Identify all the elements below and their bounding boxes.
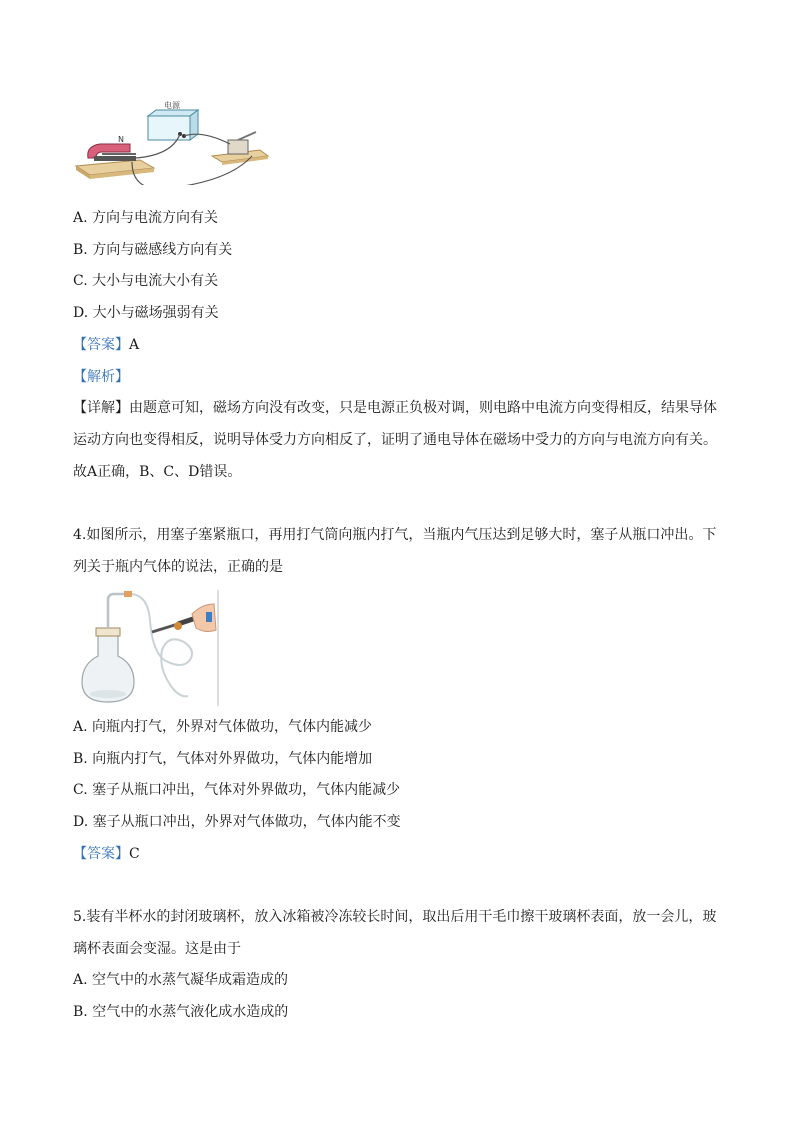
q3-answer (73, 335, 139, 355)
q4-option-a: A. 向瓶内打气，外界对气体做功，气体内能减少 (73, 719, 373, 735)
q3-analysis-tag (73, 367, 129, 387)
q5-option-b: B. 空气中的水蒸气液化成水造成的 (73, 1004, 289, 1020)
answer-tag: 【答案】 (73, 846, 129, 862)
q3-option-d: D. 大小与磁场强弱有关 (73, 305, 219, 321)
detail-tag: 【详解】 (73, 400, 129, 416)
q4-answer (73, 844, 140, 864)
q3-option-c: C. 大小与电流大小有关 (73, 273, 219, 289)
pole-label: N (118, 135, 124, 144)
q5-stem-line-1: 5.装有半杯水的封闭玻璃杯，放入冰箱被冷冻较长时间，取出后用干毛巾擦干玻璃杯表面，放一会儿，玻 (73, 909, 717, 925)
q3-detail-line-2: 运动方向也变得相反，说明导体受力方向相反了，证明了通电导体在磁场中受力的方向与电流方向有关。 (73, 432, 717, 448)
detail-text-1: 由题意可知，磁场方向没有改变，只是电源正负极对调，则电路中电流方向变得相反，结果导体 (129, 400, 717, 416)
power-label: 电源 (164, 101, 180, 110)
q3-option-b: B. 方向与磁感线方向有关 (73, 242, 233, 258)
q3-option-a: A. 方向与电流方向有关 (73, 210, 219, 226)
q5-option-a: A. 空气中的水蒸气凝华成霜造成的 (73, 972, 289, 988)
q4-option-c: C. 塞子从瓶口冲出，气体对外界做功，气体内能减少 (73, 782, 401, 798)
q4-option-b: B. 向瓶内打气，气体对外界做功，气体内能增加 (73, 751, 373, 767)
q4-stem-line-2: 列关于瓶内气体的说法，正确的是 (73, 559, 283, 575)
q5-stem-line-2: 璃杯表面会变湿。这是由于 (73, 941, 241, 957)
answer-value: C (129, 846, 140, 862)
answer-value: A (129, 337, 140, 353)
analysis-tag: 【解析】 (73, 369, 129, 385)
q3-detail-line-3: 故A正确，B、C、D错误。 (73, 464, 242, 480)
motor-experiment-figure (72, 100, 272, 185)
q4-stem-line-1: 4.如图所示，用塞子塞紧瓶口，再用打气筒向瓶内打气，当瓶内气压达到足够大时，塞子从瓶口冲出。下 (73, 527, 717, 543)
answer-tag: 【答案】 (73, 337, 129, 353)
q4-option-d: D. 塞子从瓶口冲出，外界对气体做功，气体内能不变 (73, 814, 401, 830)
q3-detail-line-1 (73, 398, 717, 418)
flask-pump-figure (78, 590, 220, 706)
